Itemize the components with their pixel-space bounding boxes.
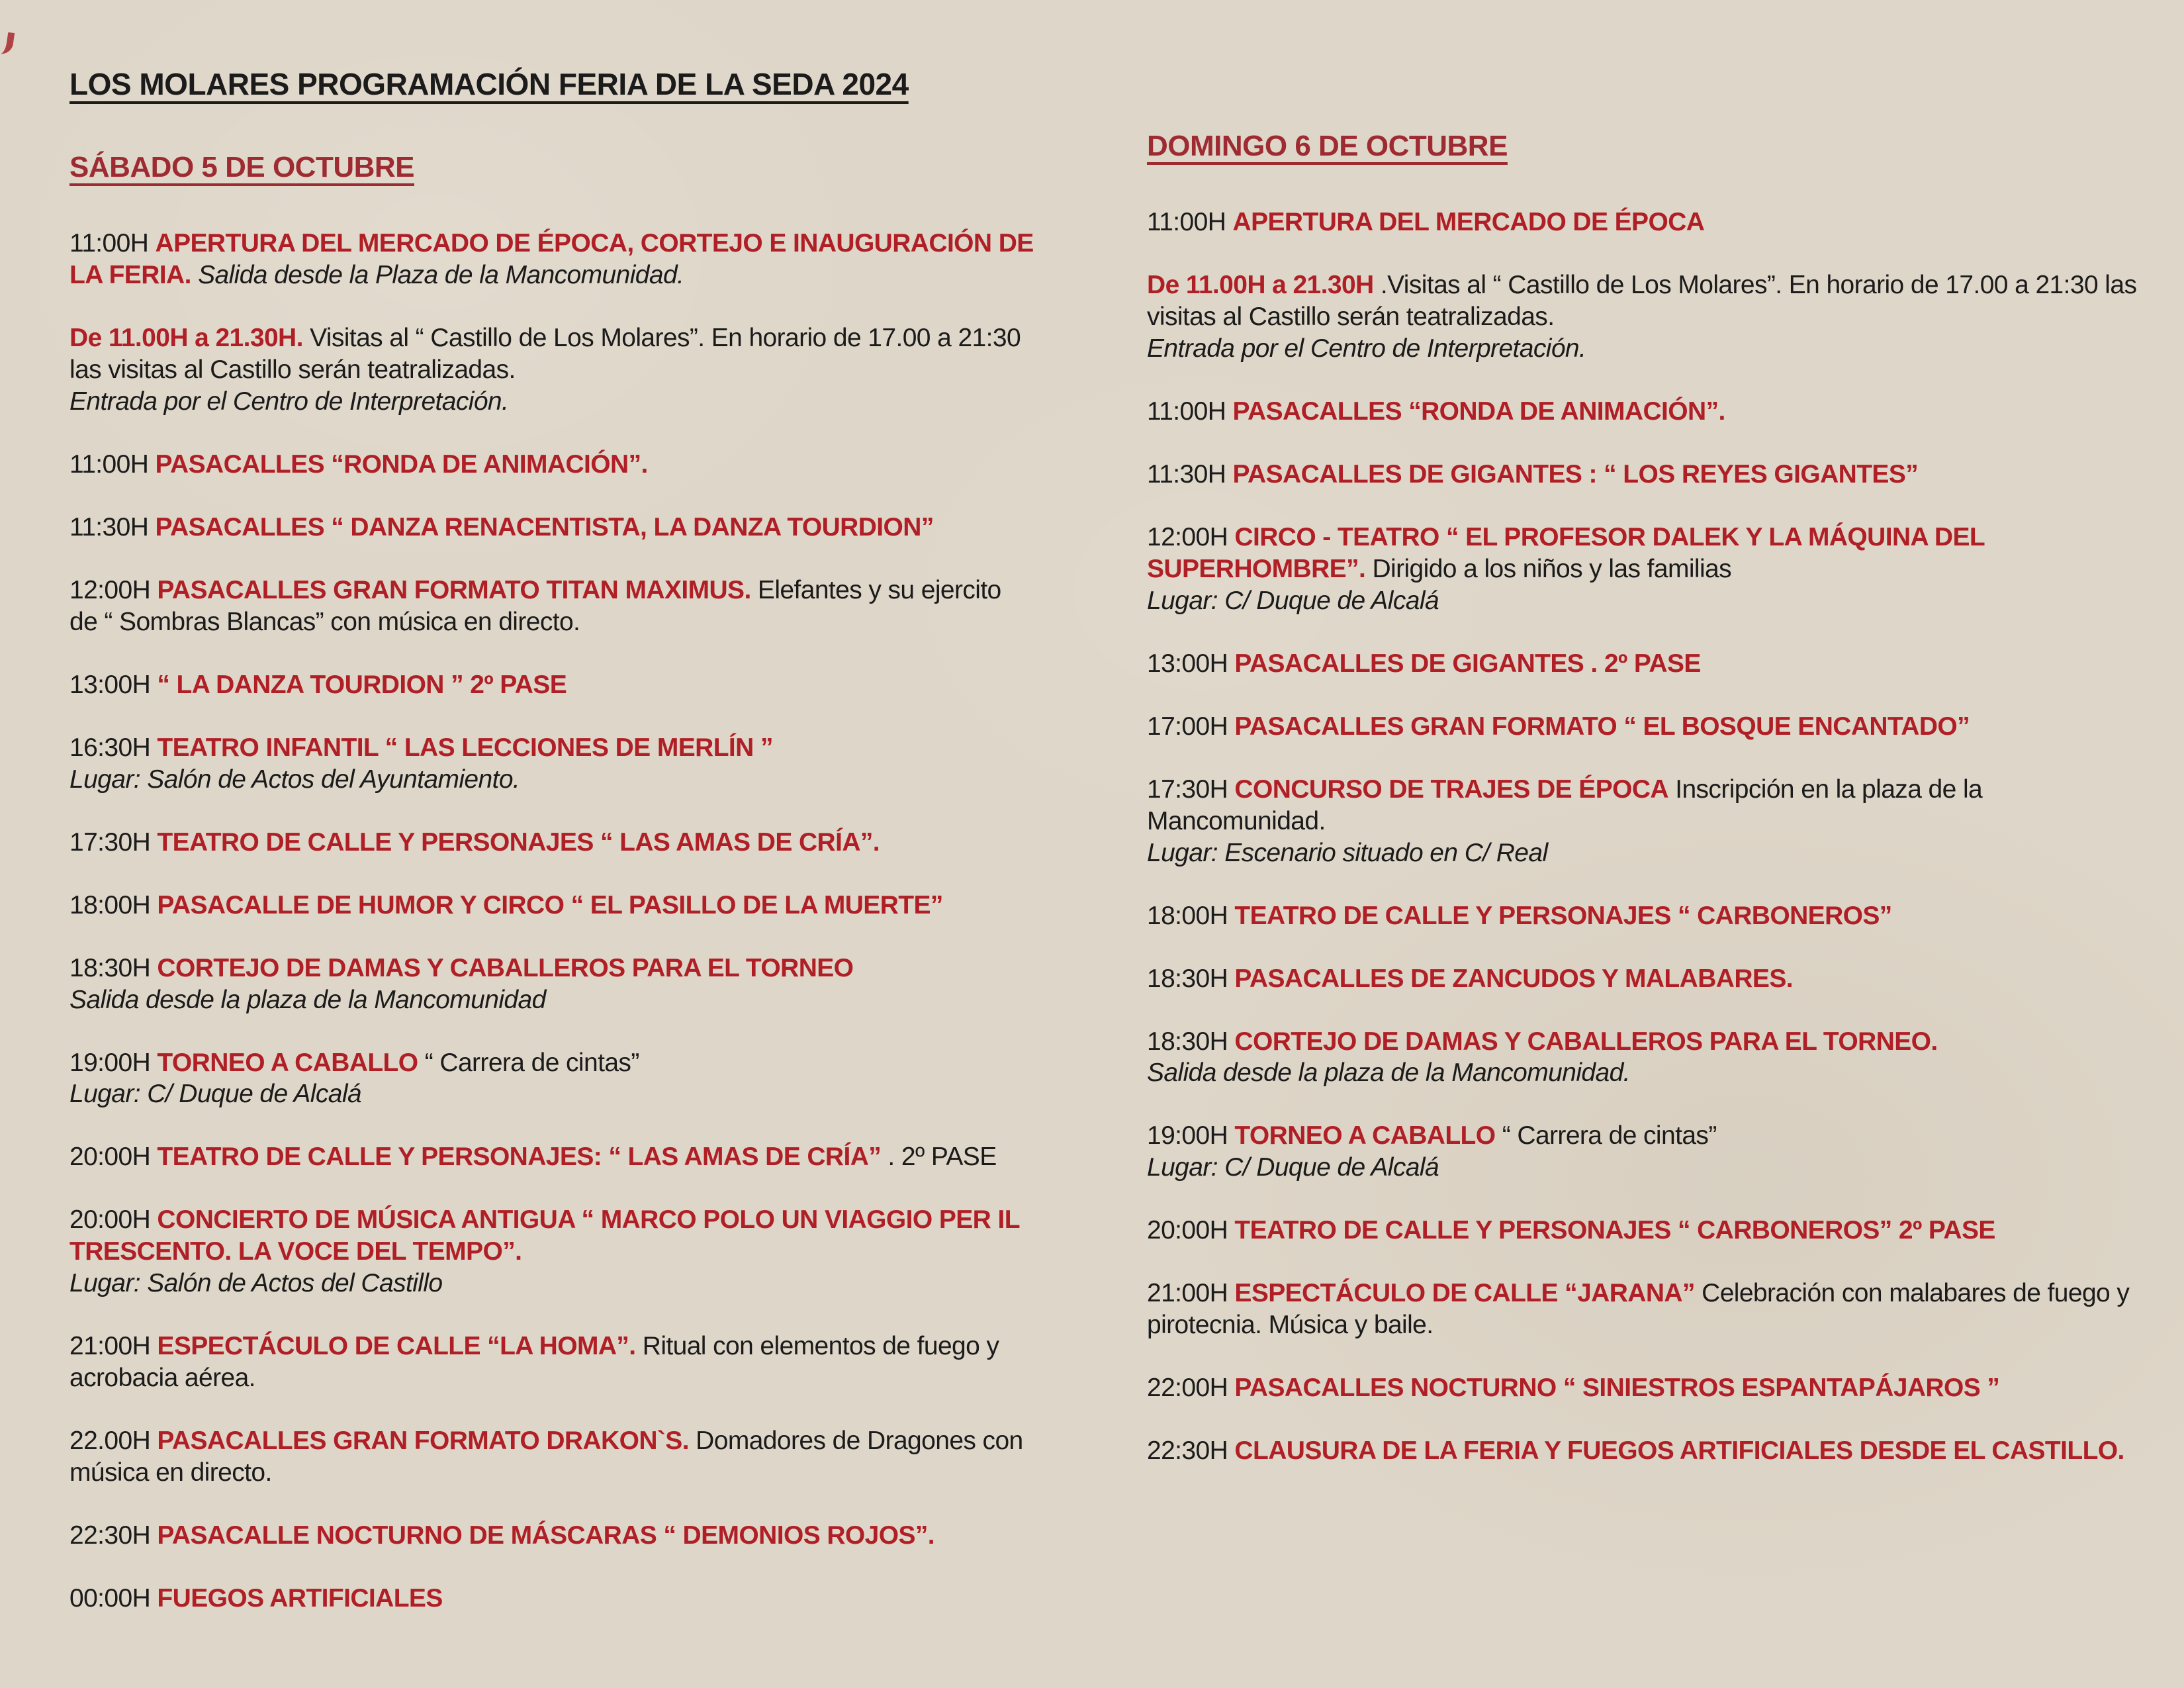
day-heading-saturday: SÁBADO 5 DE OCTUBRE bbox=[69, 151, 414, 183]
event-text-time: 17:30H bbox=[69, 827, 158, 857]
event-text-red: APERTURA DEL MERCADO DE ÉPOCA, CORTEJO E INAUGURACIÓN DE LA FERIA. bbox=[69, 229, 1034, 289]
event-text-italic: Salida desde la plaza de la Mancomunidad. bbox=[1147, 1058, 1630, 1088]
event-text-plain: .Visitas al “ Castillo de Los Molares”. En horario de 17.00 a 21:30 las visitas al Castillo serán teatralizadas. bbox=[1147, 270, 2137, 331]
event-text-red: PASACALLES “RONDA DE ANIMACIÓN”. bbox=[155, 449, 648, 479]
event-text-italic: Lugar: C/ Duque de Alcalá bbox=[1147, 586, 1439, 615]
event-text-time: 20:00H bbox=[69, 1205, 158, 1235]
event-text-red: PASACALLES GRAN FORMATO TITAN MAXIMUS. bbox=[157, 575, 751, 604]
event-entry bbox=[1147, 1372, 2143, 1404]
event-text-time: 11:30H bbox=[69, 512, 156, 541]
event-line bbox=[69, 1425, 1036, 1489]
event-entry bbox=[69, 1331, 1036, 1394]
event-entry bbox=[1147, 207, 2143, 238]
event-line bbox=[69, 953, 1036, 984]
event-text-red: TEATRO DE CALLE Y PERSONAJES “ CARBONEROS” 2º PASE bbox=[1234, 1216, 1995, 1245]
event-text-red: CONCURSO DE TRAJES DE ÉPOCA bbox=[1234, 774, 1668, 804]
event-text-red: PASACALLES DE GIGANTES . 2º PASE bbox=[1234, 649, 1701, 678]
event-text-time: 17:30H bbox=[1147, 774, 1235, 804]
event-line bbox=[69, 890, 1036, 921]
event-text-time: 19:00H bbox=[1147, 1121, 1235, 1150]
event-entry bbox=[1147, 900, 2143, 932]
event-line bbox=[69, 732, 1036, 764]
event-line bbox=[69, 984, 1036, 1016]
event-line bbox=[1147, 459, 2143, 491]
event-text-red: CIRCO - TEATRO “ EL PROFESOR DALEK Y LA MÁQUINA DEL SUPERHOMBRE”. bbox=[1147, 522, 1985, 583]
event-text-red: FUEGOS ARTIFICIALES bbox=[157, 1584, 443, 1613]
event-line bbox=[69, 1331, 1036, 1394]
event-line bbox=[1147, 837, 2143, 869]
event-text-red: PASACALLES NOCTURNO “ SINIESTROS ESPANTAPÁJAROS ” bbox=[1234, 1374, 2000, 1403]
event-text-red: De 11.00H a 21.30H. bbox=[69, 323, 303, 352]
event-entry bbox=[69, 1583, 1036, 1615]
column-saturday bbox=[69, 66, 1036, 1646]
event-text-italic: Lugar: C/ Duque de Alcalá bbox=[1147, 1153, 1439, 1182]
event-entry bbox=[69, 1425, 1036, 1489]
event-text-plain: “ Carrera de cintas” bbox=[1495, 1121, 1717, 1150]
event-text-italic: Lugar: C/ Duque de Alcalá bbox=[69, 1080, 362, 1109]
event-entry bbox=[1147, 1435, 2143, 1467]
event-text-plain: Elefantes y su ejercito de “ Sombras Blancas” con música en directo. bbox=[69, 575, 1001, 636]
event-text-time: 18:30H bbox=[69, 953, 158, 982]
event-text-red: CORTEJO DE DAMAS Y CABALLEROS PARA EL TORNEO. bbox=[1234, 1027, 1938, 1056]
event-line bbox=[69, 1204, 1036, 1268]
event-text-plain: Domadores de Dragones con música en directo. bbox=[69, 1427, 1023, 1487]
event-entry bbox=[1147, 1026, 2143, 1090]
event-line bbox=[1147, 396, 2143, 428]
event-text-italic: Lugar: Salón de Actos del Ayuntamiento. bbox=[69, 765, 520, 794]
event-line bbox=[1147, 269, 2143, 333]
event-text-time: 22:30H bbox=[1147, 1436, 1235, 1466]
event-entry bbox=[69, 953, 1036, 1016]
event-line bbox=[1147, 1372, 2143, 1404]
event-entry bbox=[69, 322, 1036, 418]
event-text-red: “ LA DANZA TOURDION ” 2º PASE bbox=[157, 670, 567, 699]
event-entry bbox=[69, 1141, 1036, 1173]
event-text-time: 11:30H bbox=[1147, 459, 1233, 489]
event-text-italic: Salida desde la plaza de la Mancomunidad bbox=[69, 985, 546, 1014]
event-text-red: ESPECTÁCULO DE CALLE “JARANA” bbox=[1234, 1279, 1695, 1308]
event-line bbox=[69, 1047, 1036, 1079]
event-text-time: 21:00H bbox=[69, 1332, 158, 1361]
event-text-time: 17:00H bbox=[1147, 712, 1235, 741]
event-entry bbox=[69, 890, 1036, 921]
event-text-red: TEATRO DE CALLE Y PERSONAJES: “ LAS AMAS DE CRÍA” bbox=[157, 1143, 882, 1172]
event-text-plain: Dirigido a los niños y las familias bbox=[1365, 554, 1732, 583]
event-text-red: APERTURA DEL MERCADO DE ÉPOCA bbox=[1232, 208, 1705, 236]
event-text-time: 11:00H bbox=[1147, 397, 1233, 426]
event-text-red: TORNEO A CABALLO bbox=[157, 1048, 418, 1077]
event-line bbox=[69, 669, 1036, 701]
event-entry bbox=[1147, 459, 2143, 491]
event-text-italic: Entrada por el Centro de Interpretación. bbox=[69, 387, 509, 416]
event-text-time: 12:00H bbox=[1147, 522, 1235, 551]
event-entry bbox=[1147, 774, 2143, 869]
event-line bbox=[69, 1268, 1036, 1299]
event-entry bbox=[69, 732, 1036, 796]
event-line bbox=[1147, 900, 2143, 932]
event-entry bbox=[1147, 269, 2143, 365]
event-line bbox=[1147, 1215, 2143, 1246]
event-text-red: PASACALLES GRAN FORMATO DRAKON`S. bbox=[157, 1427, 689, 1456]
event-text-red: TEATRO DE CALLE Y PERSONAJES “ CARBONEROS” bbox=[1234, 901, 1892, 930]
event-entry bbox=[69, 1520, 1036, 1552]
page-title: LOS MOLARES PROGRAMACIÓN FERIA DE LA SEDA 2024 bbox=[69, 67, 909, 101]
event-line bbox=[1147, 1057, 2143, 1089]
event-text-plain: Inscripción en la plaza de la Mancomunidad. bbox=[1147, 774, 1983, 835]
day-heading-sunday: DOMINGO 6 DE OCTUBRE bbox=[1147, 130, 1508, 162]
column-sunday bbox=[1147, 66, 2143, 1498]
event-text-red: TEATRO DE CALLE Y PERSONAJES “ LAS AMAS DE CRÍA”. bbox=[157, 827, 880, 857]
event-text-plain: Visitas al “ Castillo de Los Molares”. En horario de 17.00 a 21:30 las visitas al Castillo serán teatralizadas. bbox=[69, 323, 1021, 384]
event-text-italic: Entrada por el Centro de Interpretación. bbox=[1147, 334, 1586, 363]
event-line bbox=[1147, 207, 2143, 238]
event-text-time: 22:00H bbox=[1147, 1374, 1235, 1403]
event-entry bbox=[69, 669, 1036, 701]
event-line bbox=[1147, 774, 2143, 837]
event-entry bbox=[69, 228, 1036, 291]
event-line bbox=[69, 575, 1036, 638]
event-entry bbox=[69, 512, 1036, 543]
event-text-red: PASACALLE DE HUMOR Y CIRCO “ EL PASILLO DE LA MUERTE” bbox=[157, 890, 943, 919]
event-entry bbox=[1147, 963, 2143, 995]
event-text-red: PASACALLES DE GIGANTES : “ LOS REYES GIGANTES” bbox=[1232, 459, 1919, 489]
event-text-time: 22:30H bbox=[69, 1521, 158, 1550]
event-entry bbox=[69, 575, 1036, 638]
event-text-time: 18:00H bbox=[69, 890, 158, 919]
event-text-red: CORTEJO DE DAMAS Y CABALLEROS PARA EL TORNEO bbox=[157, 953, 854, 982]
event-line bbox=[1147, 1152, 2143, 1184]
event-text-time: 18:30H bbox=[1147, 1027, 1235, 1056]
event-text-time: 13:00H bbox=[1147, 649, 1235, 678]
event-text-time: 18:30H bbox=[1147, 964, 1235, 993]
event-text-plain: Ritual con elementos de fuego y acrobacia aérea. bbox=[69, 1332, 999, 1393]
event-text-time: 21:00H bbox=[1147, 1279, 1235, 1308]
event-text-time: 22.00H bbox=[69, 1427, 158, 1456]
event-line bbox=[69, 322, 1036, 386]
event-text-time: 20:00H bbox=[1147, 1216, 1235, 1245]
event-text-plain bbox=[191, 261, 198, 289]
event-text-italic: Lugar: Escenario situado en C/ Real bbox=[1147, 838, 1548, 867]
event-line bbox=[69, 386, 1036, 418]
event-line bbox=[69, 764, 1036, 796]
event-entry bbox=[1147, 1120, 2143, 1184]
event-line bbox=[69, 1520, 1036, 1552]
event-entry bbox=[1147, 522, 2143, 617]
event-entry bbox=[1147, 1278, 2143, 1341]
event-text-red: CLAUSURA DE LA FERIA Y FUEGOS ARTIFICIALES DESDE EL CASTILLO. bbox=[1234, 1436, 2124, 1466]
event-line bbox=[69, 1078, 1036, 1110]
event-text-plain: “ Carrera de cintas” bbox=[418, 1048, 639, 1077]
event-entry bbox=[69, 1047, 1036, 1111]
event-entry bbox=[69, 449, 1036, 481]
event-line bbox=[1147, 963, 2143, 995]
event-text-red: TORNEO A CABALLO bbox=[1234, 1121, 1496, 1150]
event-text-red: De 11.00H a 21.30H bbox=[1147, 270, 1374, 299]
event-entry bbox=[1147, 396, 2143, 428]
event-text-red: PASACALLES “RONDA DE ANIMACIÓN”. bbox=[1232, 397, 1725, 426]
event-text-time: 20:00H bbox=[69, 1143, 158, 1172]
event-entry bbox=[1147, 648, 2143, 680]
event-text-time: 00:00H bbox=[69, 1584, 158, 1613]
event-text-plain: . 2º PASE bbox=[881, 1143, 997, 1172]
event-list-saturday bbox=[69, 228, 1036, 1615]
event-line bbox=[69, 1583, 1036, 1615]
event-entry bbox=[1147, 1215, 2143, 1246]
event-text-time: 16:30H bbox=[69, 733, 158, 762]
event-text-time: 11:00H bbox=[69, 229, 156, 258]
event-text-red: PASACALLE NOCTURNO DE MÁSCARAS “ DEMONIOS ROJOS”. bbox=[157, 1521, 935, 1550]
event-entry bbox=[69, 827, 1036, 859]
event-line bbox=[69, 827, 1036, 859]
event-line bbox=[1147, 1120, 2143, 1152]
event-text-red: PASACALLES DE ZANCUDOS Y MALABARES. bbox=[1234, 964, 1793, 993]
event-text-italic: Lugar: Salón de Actos del Castillo bbox=[69, 1269, 443, 1298]
event-line bbox=[1147, 333, 2143, 365]
event-line bbox=[1147, 711, 2143, 743]
event-line bbox=[69, 228, 1036, 291]
event-text-time: 13:00H bbox=[69, 670, 158, 699]
event-line bbox=[1147, 1278, 2143, 1341]
event-text-red: PASACALLES GRAN FORMATO “ EL BOSQUE ENCANTADO” bbox=[1234, 712, 1970, 741]
event-text-time: 11:00H bbox=[1147, 208, 1233, 236]
event-line bbox=[1147, 648, 2143, 680]
event-text-time: 18:00H bbox=[1147, 901, 1235, 930]
event-text-time: 11:00H bbox=[69, 449, 156, 479]
event-text-italic: Salida desde la Plaza de la Mancomunidad. bbox=[198, 260, 684, 289]
event-text-red: TEATRO INFANTIL “ LAS LECCIONES DE MERLÍN ” bbox=[157, 733, 773, 762]
event-text-red: ESPECTÁCULO DE CALLE “LA HOMA”. bbox=[157, 1332, 636, 1361]
event-entry bbox=[1147, 711, 2143, 743]
event-text-red: CONCIERTO DE MÚSICA ANTIGUA “ MARCO POLO UN VIAGGIO PER IL TRESCENTO. LA VOCE DEL TEMPO”. bbox=[69, 1205, 1020, 1266]
event-text-time: 19:00H bbox=[69, 1048, 158, 1077]
event-line bbox=[69, 1141, 1036, 1173]
event-line bbox=[1147, 522, 2143, 585]
event-line bbox=[1147, 585, 2143, 617]
event-text-plain: Celebración con malabares de fuego y pirotecnia. Música y baile. bbox=[1147, 1279, 2130, 1340]
event-line bbox=[69, 512, 1036, 543]
event-line bbox=[1147, 1026, 2143, 1058]
event-text-red: PASACALLES “ DANZA RENACENTISTA, LA DANZA TOURDION” bbox=[155, 512, 934, 541]
event-line bbox=[69, 449, 1036, 481]
event-text-time: 12:00H bbox=[69, 575, 158, 604]
event-line bbox=[1147, 1435, 2143, 1467]
event-list-sunday bbox=[1147, 207, 2143, 1467]
event-entry bbox=[69, 1204, 1036, 1299]
